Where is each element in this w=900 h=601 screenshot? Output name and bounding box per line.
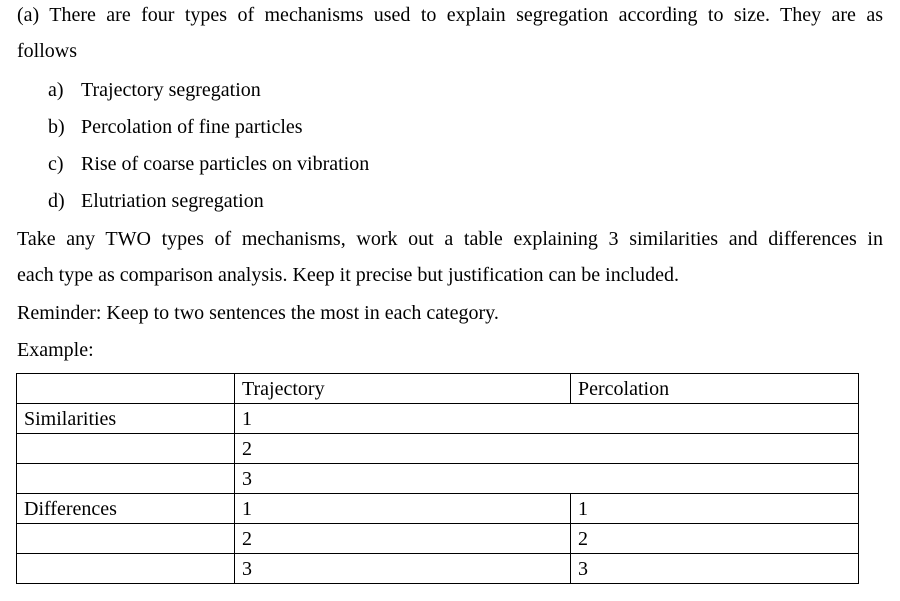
reminder-text: Reminder: Keep to two sentences the most in each category. — [17, 302, 499, 324]
intro-line-1: (a) There are four types of mechanisms used to explain segregation according to size. They are as — [17, 4, 883, 26]
table-row — [17, 434, 859, 464]
mechanism-label: Trajectory segregation — [81, 79, 261, 101]
table-cell-empty — [17, 524, 235, 554]
table-cell-empty — [17, 464, 235, 494]
mechanism-item-c — [48, 152, 369, 176]
table-cell-empty — [571, 434, 859, 464]
mechanism-label: Percolation of fine particles — [81, 116, 303, 138]
table-row — [17, 494, 859, 524]
table-cell-empty — [571, 404, 859, 434]
mechanism-marker: c) — [48, 153, 64, 175]
table-header-empty — [17, 374, 235, 404]
comparison-table — [16, 373, 859, 584]
intro-line-2: follows — [17, 40, 77, 62]
mechanism-item-d — [48, 189, 264, 213]
similarities-label: Similarities — [17, 404, 235, 434]
mechanism-marker: d) — [48, 190, 65, 212]
similarity-number: 2 — [235, 434, 571, 464]
table-row — [17, 464, 859, 494]
table-header-percolation: Percolation — [571, 374, 859, 404]
task-line-2: each type as comparison analysis. Keep it precise but justification can be included. — [17, 264, 680, 286]
table-cell-empty — [17, 554, 235, 584]
table-row — [17, 554, 859, 584]
table-cell-empty — [17, 434, 235, 464]
difference-percolation-number: 3 — [571, 554, 859, 584]
mechanism-marker: b) — [48, 116, 65, 138]
table-header-row — [17, 374, 859, 404]
table-header-trajectory: Trajectory — [235, 374, 571, 404]
mechanism-item-b — [48, 115, 303, 139]
similarity-number: 3 — [235, 464, 571, 494]
table-row — [17, 524, 859, 554]
table-row — [17, 404, 859, 434]
table-cell-empty — [571, 464, 859, 494]
mechanism-item-a — [48, 78, 261, 102]
differences-label: Differences — [17, 494, 235, 524]
difference-percolation-number: 2 — [571, 524, 859, 554]
mechanism-label: Rise of coarse particles on vibration — [81, 153, 370, 175]
example-label: Example: — [17, 339, 94, 361]
mechanism-marker: a) — [48, 79, 64, 101]
difference-percolation-number: 1 — [571, 494, 859, 524]
task-line-1: Take any TWO types of mechanisms, work out a table explaining 3 similarities and differences in — [17, 228, 883, 250]
difference-trajectory-number: 3 — [235, 554, 571, 584]
mechanism-label: Elutriation segregation — [81, 190, 264, 212]
similarity-number: 1 — [235, 404, 571, 434]
difference-trajectory-number: 1 — [235, 494, 571, 524]
difference-trajectory-number: 2 — [235, 524, 571, 554]
